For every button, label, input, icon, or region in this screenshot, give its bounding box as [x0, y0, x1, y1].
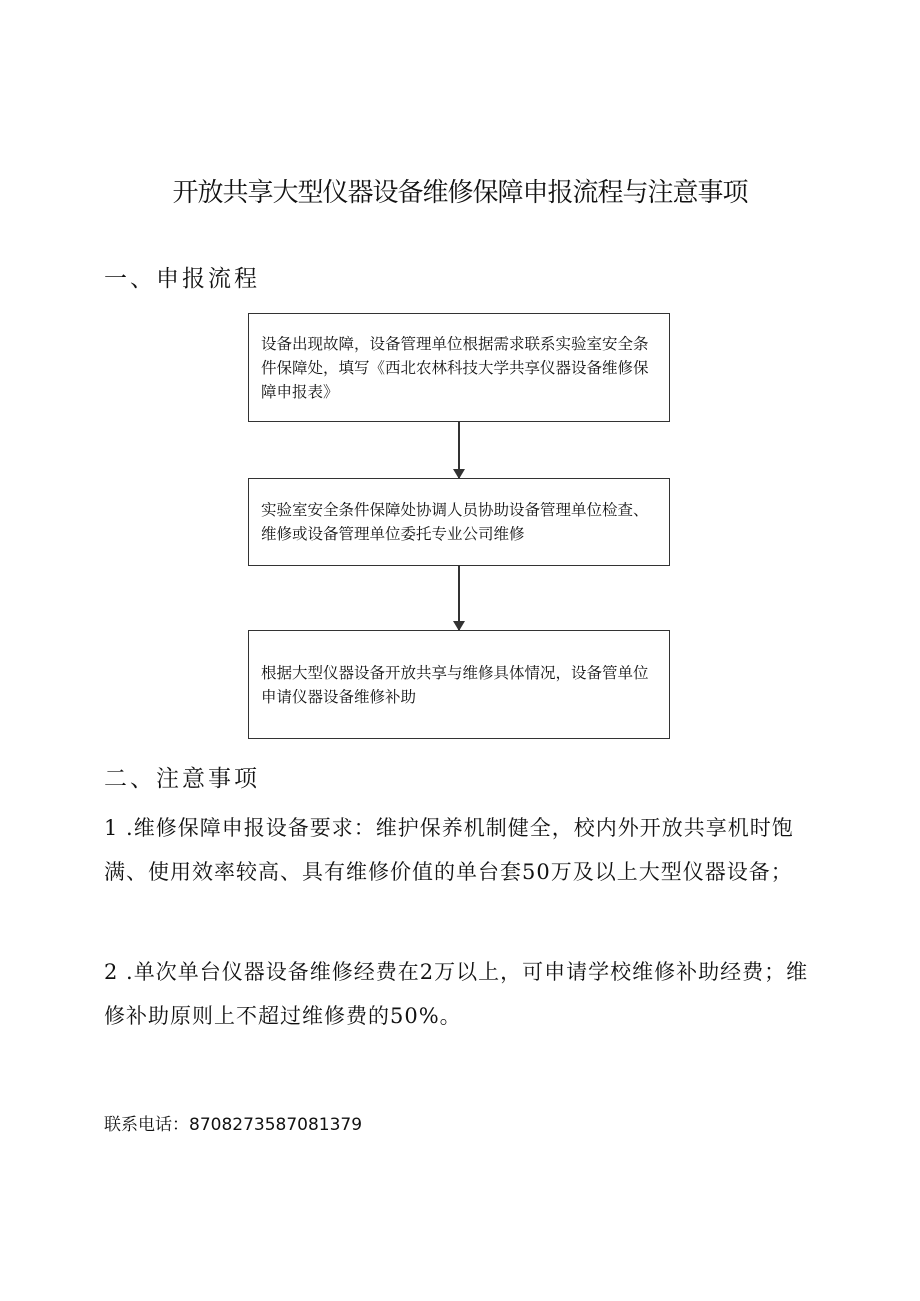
- document-title: 开放共享大型仪器设备维修保障申报流程与注意事项: [172, 178, 748, 208]
- note-item-2: 2 .单次单台仪器设备维修经费在2万以上，可申请学校维修补助经费；维修补助原则上不超过维修费的50%。: [104, 960, 809, 1028]
- flow-step-3: [248, 630, 670, 739]
- flow-step-2-text: 实验室安全条件保障处协调人员协助设备管理单位检查、维修或设备管理单位委托专业公司维修: [261, 501, 649, 543]
- section-heading-process: 一、申报流程: [104, 266, 260, 292]
- flow-step-2: [248, 478, 670, 566]
- flow-arrow-1: [458, 422, 460, 478]
- section-heading-notes: 二、注意事项: [104, 766, 260, 792]
- flow-step-1: [248, 313, 670, 422]
- note-item-1: 1 .维修保障申报设备要求：维护保养机制健全，校内外开放共享机时饱满、使用效率较高、具有维修价值的单台套50万及以上大型仪器设备；: [104, 816, 794, 884]
- flow-step-3-text: 根据大型仪器设备开放共享与维修具体情况，设备管单位申请仪器设备维修补助: [261, 663, 649, 706]
- flow-arrow-2: [458, 566, 460, 630]
- flow-step-1-text: 设备出现故障，设备管理单位根据需求联系实验室安全条件保障处，填写《西北农林科技大学共享仪器设备维修保障申报表》: [261, 334, 649, 401]
- contact-phone: 联系电话：8708273587081379: [104, 1115, 363, 1135]
